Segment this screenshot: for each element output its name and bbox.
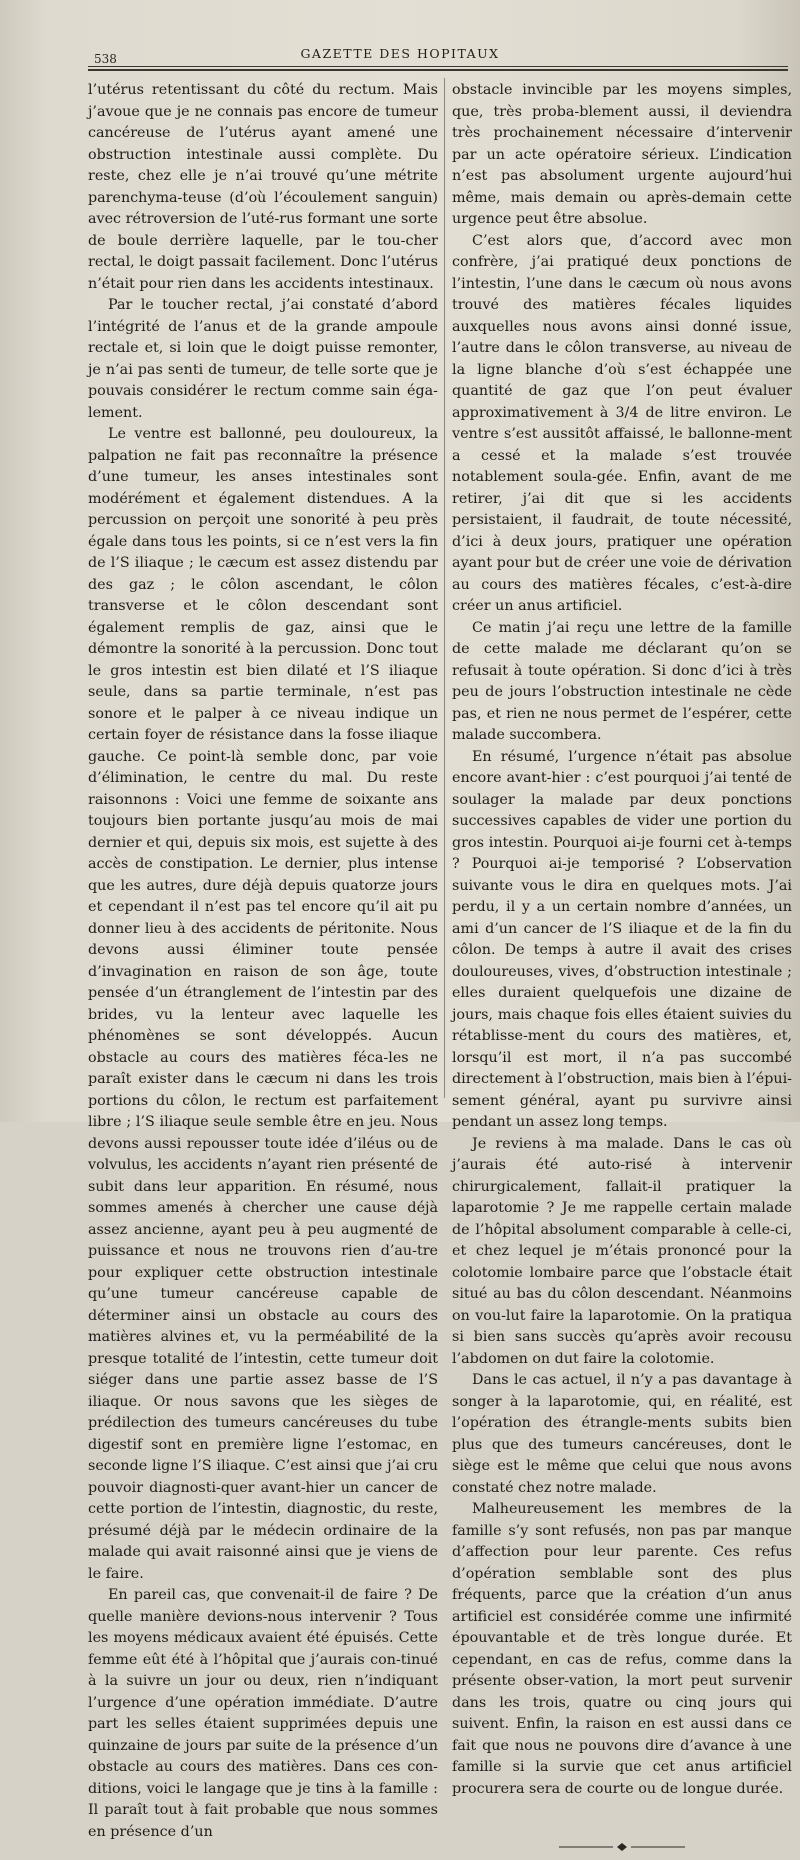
header-rule-double — [88, 69, 788, 71]
left-column — [88, 80, 438, 1840]
right-column — [452, 80, 792, 1797]
paragraph: Le ventre est ballonné, peu douloureux, la palpation ne fait pas reconnaître la présence d’une tumeur, les anses intestinales sont modérément et également distendues. A la percussion on perçoit une sonorité à peu près égale dans tous les points, si ce n’est vers la fin de l’S iliaque ; le cæcum est assez distendu par des gaz ; le côlon ascendant, le côlon transverse et le côlon descendant sont également remplis de gaz, ainsi que le démontre la sonorité à la percussion. Donc tout le gros intestin est bien dilaté et l’S iliaque seule, dans sa partie terminale, n’est pas sonore et le palper à ce niveau indique un certain foyer de résistance dans la fosse iliaque gauche. Ce point-là semble donc, par voie d’élimination, le centre du mal. Du reste raisonnons : Voici une femme de soixante ans toujours bien portante jusqu’au mois de mai dernier et qui, depuis six mois, est sujette à des accès de constipation. Le dernier, plus intense que les autres, dure déjà depuis quatorze jours et cependant il n’est pas tel encore qu’il ait pu donner lieu à des accidents de péritonite. Nous devons aussi éliminer toute pensée d’invagination en raison de son âge, toute pensée d’un étranglement de l’intestin par des brides, vu la lenteur avec laquelle les phénomènes se sont développés. Aucun obstacle au cours des matières féca-les ne paraît exister dans le cæcum ni dans les trois portions du côlon, le rectum est parfaitement libre ; l’S iliaque seule semble être en jeu. Nous devons aussi repousser toute idée d’iléus ou de volvulus, les accidents n’ayant rien présenté de subit dans leur apparition. En résumé, nous sommes amenés à chercher une cause déjà assez ancienne, ayant peu à peu augmenté de puissance et nous ne trouvons rien d’au-tre pour expliquer cette obstruction intestinale qu’une tumeur cancéreuse capable de déterminer ainsi un obstacle au cours des matières alvines et, vu la perméabilité de la presque totalité de l’intestin, cette tumeur doit siéger dans une partie assez basse de l’S iliaque. Or nous savons que les sièges de prédilection des tumeurs cancéreuses du tube digestif sont en première ligne l’estomac, en seconde ligne l’S iliaque. C’est ainsi que j’ai cru pouvoir diagnosti-quer avant-hier un cancer de cette portion de l’intestin, diagnostic, du reste, présumé déjà par le médecin ordinaire de la malade qui avait raisonné ainsi que je viens de le faire. — [88, 426, 438, 1582]
paragraph: Ce matin j’ai reçu une lettre de la famille de cette malade me déclarant qu’on se refusait à toute opération. Si donc d’ici à très peu de jours l’obstruction intestinale ne cède pas, et rien ne nous permet de l’espérer, cette malade succombera. — [452, 619, 792, 743]
page-header — [0, 0, 800, 64]
page-number: 538 — [94, 52, 117, 66]
paragraph: Je reviens à ma malade. Dans le cas où j’aurais été auto-risé à intervenir chirurgicalement, fallait-il pratiquer la laparotomie ? Je me rappelle certain malade de l’hôpital absolument comparable à celle-ci, et chez lequel je m’étais prononcé pour la colotomie lombaire parce que l’obstacle était situé au bas du côlon descendant. Néanmoins on vou-lut faire la laparotomie. On la pratiqua si bien sans succès qu’après avoir recousu l’abdomen on dut faire la colotomie. — [452, 1135, 792, 1367]
header-rule — [88, 66, 788, 67]
paragraph: Dans le cas actuel, il n’y a pas davantage à songer à la laparotomie, qui, en réalité, est l’opération des étrangle-ments subits bien plus que des tumeurs cancéreuses, dont le siège est le même que celui que nous avons constaté chez notre malade. — [452, 1372, 792, 1496]
paragraph: Malheureusement les membres de la famille s’y sont refusés, non pas par manque d’affection pour leur parente. Ces refus d’opération semblable sont des plus fréquents, parce que la création d’un anus artificiel est considérée comme une infirmité épouvantable et de très longue durée. Et cependant, en cas de refus, comme dans la présente obser-vation, la mort peut survenir dans les trois, quatre ou cinq jours qui suivent. Enfin, la raison en est aussi dans ce fait que nous ne pouvons dire d’avance à une famille si la survie que cet anus artificiel procurera sera de courte ou de longue durée. — [452, 1501, 792, 1797]
column-divider — [444, 78, 445, 1098]
journal-title: GAZETTE DES HOPITAUX — [300, 46, 500, 61]
paragraph: l’utérus retentissant du côté du rectum. Mais j’avoue que je ne connais pas encore de tumeur cancéreuse de l’utérus ayant amené une obstruction intestinale aussi complète. Du reste, chez elle je n’ai trouvé qu’une métrite parenchyma-teuse (d’où l’écoulement sanguin) avec rétroversion de l’uté-rus formant une sorte de boule derrière laquelle, par le tou-cher rectal, le doigt passait facilement. Donc l’utérus n’était pour rien dans les accidents intestinaux. — [88, 82, 438, 292]
paragraph: C’est alors que, d’accord avec mon confrère, j’ai pratiqué deux ponctions de l’intestin, l’une dans le cæcum où nous avons trouvé des matières fécales liquides auxquelles nous avons ainsi donné issue, l’autre dans le côlon transverse, au niveau de la ligne blanche d’où s’est échappée une quantité de gaz que l’on peut évaluer approximativement à 3/4 de litre environ. Le ventre s’est aussitôt affaissé, le ballonne-ment a cessé et la malade s’est trouvée notablement soula-gée. Enfin, avant de me retirer, j’ai dit que si les accidents persistaient, il faudrait, de toute nécessité, d’ici à deux jours, pratiquer une opération ayant pour but de créer une voie de dérivation au cours des matières fécales, c’est-à-dire créer un anus artificiel. — [452, 232, 792, 614]
end-ornament-icon — [452, 1838, 792, 1848]
paragraph: Par le toucher rectal, j’ai constaté d’abord l’intégrité de l’anus et de la grande ampoule rectale et, si loin que le doigt puisse remonter, je n’ai pas senti de tumeur, de telle sorte que je pouvais considérer le rectum comme sain éga-lement. — [88, 297, 438, 421]
paragraph: En résumé, l’urgence n’était pas absolue encore avant-hier : c’est pourquoi j’ai tenté de soulager la malade par deux ponctions successives capables de vider une portion du gros intestin. Pourquoi ai-je fourni cet à-temps ? Pourquoi ai-je temporisé ? L’observation suivante vous le dira en quelques mots. J’ai perdu, il y a un certain nombre d’années, un ami d’un cancer de l’S iliaque et de la fin du côlon. De temps à autre il avait des crises douloureuses, vives, d’obstruction intestinale ; elles duraient quelquefois une dizaine de jours, mais chaque fois elles étaient suivies du rétablisse-ment du cours des matières, et, lorsqu’il est mort, il n’a pas succombé directement à l’obstruction, mais bien à l’épui-sement général, ayant pu survivre ainsi pendant un assez long temps. — [452, 748, 792, 1130]
paragraph: En pareil cas, que convenait-il de faire ? De quelle manière devions-nous intervenir ? Tous les moyens médicaux avaient été épuisés. Cette femme eût été à l’hôpital que j’aurais con-tinué à la suivre un jour ou deux, rien n’indiquant l’urgence d’une opération immédiate. D’autre part les selles étaient supprimées depuis une quinzaine de jours par suite de la présence d’un obstacle au cours des matières. Dans ces con-ditions, voici le langage que je tins à la famille : Il paraît tout à fait probable que nous sommes en présence d’un — [88, 1587, 438, 1840]
paragraph: obstacle invincible par les moyens simples, que, très proba-blement aussi, il deviendra très prochainement nécessaire d’intervenir par un acte opératoire sérieux. L’indication n’est pas absolument urgente aujourd’hui même, mais demain ou après-demain cette urgence peut être absolue. — [452, 82, 792, 227]
